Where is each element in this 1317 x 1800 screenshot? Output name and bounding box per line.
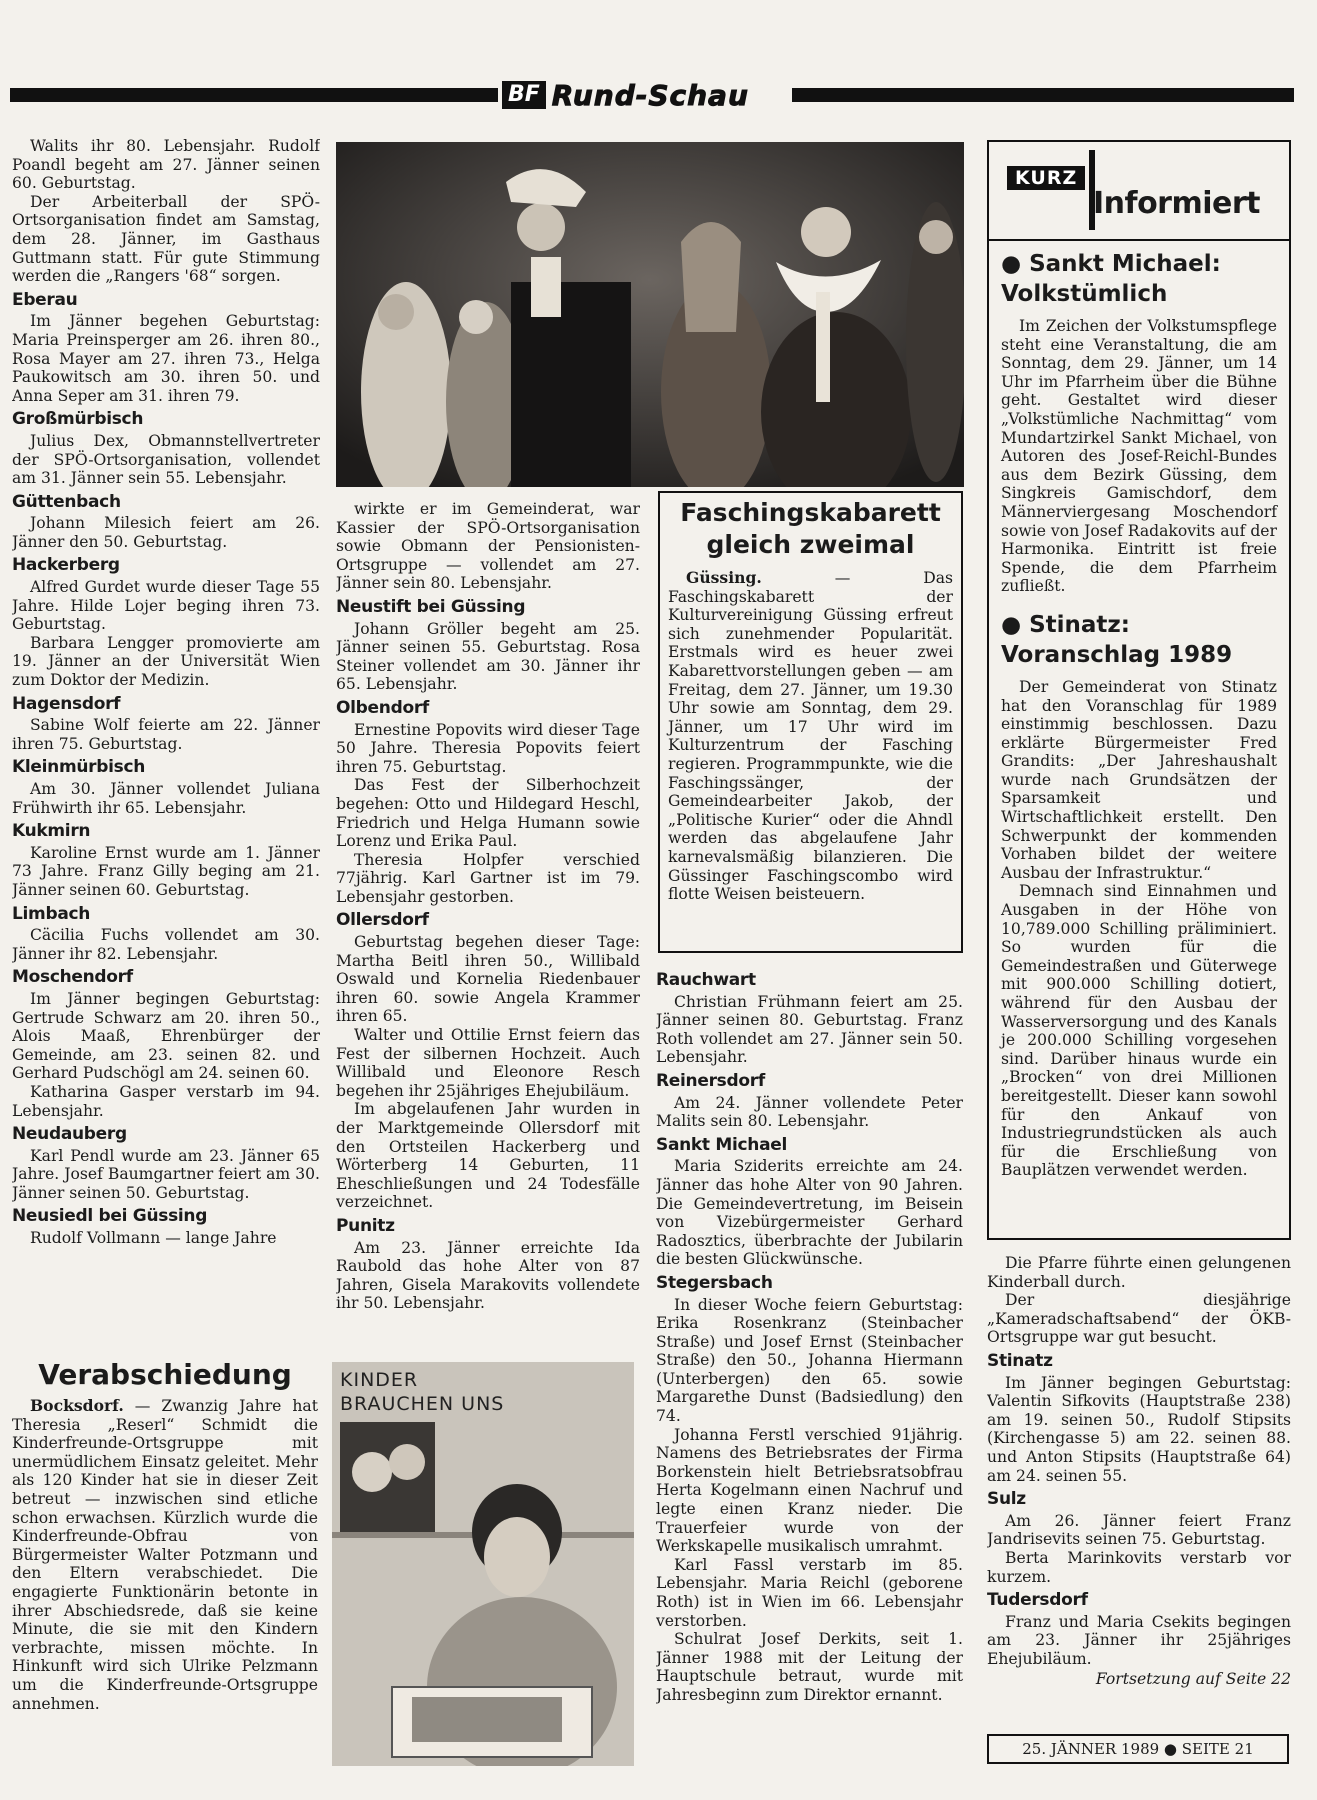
kinderfreunde-sign: KINDER BRAUCHEN UNS: [340, 1369, 505, 1415]
col1-heading: Neusiedl bei Güssing: [12, 1206, 208, 1227]
col3-heading: Rauchwart: [656, 970, 756, 990]
col3-paragraph: Johanna Ferstl verschied 91jährig. Namens des Betriebsrates der Firma Borkenstein hielt Betriebsratsobfrau Herta Kogelmann einen Nachruf und legte einen Kranz nieder. Die Trauerfeier wurde von der Werkskapelle musikalisch umrahmt.: [656, 1425, 963, 1556]
masthead: [502, 80, 749, 110]
kurz-item-heading: [1001, 610, 1277, 670]
kurz-tag: KURZ: [1007, 166, 1085, 190]
col4-paragraph: Im Jänner begingen Geburtstag: Valentin Sifkovits (Hauptstraße 238) am 19. seinen 50., Rudolf Stipsits (Kirchengasse 5) am 22. seinen 88. und Anton Stipsits (Hauptstraße 64) am 24. seinen 55.: [987, 1373, 1291, 1485]
col1-paragraph: Karl Pendl wurde am 23. Jänner 65 Jahre. Josef Baumgartner feiert am 30. Jänner seinen 50. Geburtstag.: [12, 1146, 320, 1202]
page-footer: [987, 1734, 1289, 1764]
fasching-box: [658, 491, 963, 953]
fasching-place: Güssing.: [686, 568, 762, 587]
col4-heading: Tudersdorf: [987, 1590, 1088, 1611]
col2-paragraph: Geburtstag begehen dieser Tage: Martha Beitl ihren 50., Willibald Oswald und Kornelia Riedenbauer ihren 60. sowie Angela Krammer ihren 65.: [336, 933, 640, 1026]
col4-heading: Sulz: [987, 1489, 1026, 1510]
kurz-title: Informiert: [1093, 186, 1261, 221]
fasching-title: Faschingskabarett gleich zweimal: [680, 498, 941, 559]
col1-paragraph: Im Jänner begingen Geburtstag: Gertrude Schwarz am 20. ihren 50., Alois Maaß, Ehrenbürger der Gemeinde, am 23. seinen 82. und Gerhard Pudschögl am 24. seinen 60.: [12, 989, 320, 1083]
kurz-header: [989, 142, 1289, 241]
col2-paragraph: Am 23. Jänner erreichte Ida Raubold das hohe Alter von 87 Jahren, Gisela Marakovits vollendete ihr 50. Lebensjahr.: [336, 1238, 640, 1313]
col2-heading: Neustift bei Güssing: [336, 596, 526, 617]
col1-heading: Moschendorf: [12, 967, 133, 988]
col3-paragraph: Christian Frühmann feiert am 25. Jänner seinen 80. Geburtstag. Franz Roth vollendet am 27. Jänner sein 50. Lebensjahr.: [656, 992, 963, 1067]
bullet-icon: ●: [1001, 251, 1030, 277]
fasching-text: — Das Faschingskabarett der Kulturvereinigung Güssing erfreut sich zunehmender Popularität. Erstmals wird es heuer zwei Kabarettvorstellungen geben — am Freitag, dem 27. Jänner, um 19.30 Uhr sowie am Sonntag, dem 29. Jänner, um 17 Uhr wird im Kulturzentrum der Fasching regieren. Programmpunkte, wie die Faschingssänger, der Gemeindearbeiter Jakob, der „Politische Kurier“ oder die Ahndl werden das abgelaufene Jahr karnevalsmäßig bilanzieren. Die Güssinger Faschingscombo wird flotte Weisen beisteuern.: [668, 569, 953, 904]
carnival-photo: [336, 142, 964, 487]
col3-heading: Stegersbach: [656, 1272, 773, 1293]
col4-paragraph: Der diesjährige „Kameradschaftsabend“ der ÖKB-Ortsgruppe war gut besucht.: [987, 1291, 1291, 1347]
col2-paragraph: Das Fest der Silberhochzeit begehen: Otto und Hildegard Heschl, Friedrich und Helga Humann sowie Lorenz und Erika Paul.: [336, 776, 640, 851]
col1-paragraph: Barbara Lengger promovierte am 19. Jänner an der Universität Wien zum Doktor der Medizin.: [12, 633, 320, 690]
verabschiedung-text: — Zwanzig Jahre hat Theresia „Reserl“ Schmidt die Kinderfreunde-Ortsgruppe mit unermüdlichem Einsatz geleitet. Mehr als 120 Kinder hat sie in dieser Zeit betreut — inzwischen sind etliche schon erwachsen. Kürzlich wurde die Kinderfreunde-Obfrau von Bürgermeister Walter Potzmann und den Eltern verabschiedet. Die engagierte Funktionärin betonte in ihrer Abschiedsrede, daß sie keine Minute, die sie mit den Kindern verbrachte, missen möchte. In Hinkunft wird sich Ulrike Pelzmann um die Kinderfreunde-Ortsgruppe annehmen.: [12, 1397, 318, 1713]
col1-paragraph: Johann Milesich feiert am 26. Jänner den 50. Geburtstag.: [12, 514, 320, 551]
col2-paragraph: wirkte er im Gemeinderat, war Kassier der SPÖ-Ortsorganisation sowie Obmann der Pensionisten-Ortsgruppe — vollendet am 27. Jänner sein 80. Lebensjahr.: [336, 500, 640, 593]
masthead-rule-right: [792, 88, 1294, 102]
col4-paragraph: Franz und Maria Csekits begingen am 23. Jänner ihr 25jähriges Ehejubiläum.: [987, 1612, 1291, 1668]
col3-paragraph: Am 24. Jänner vollendete Peter Malits sein 80. Lebensjahr.: [656, 1093, 963, 1131]
col1-paragraph: Der Arbeiterball der SPÖ-Ortsorganisation findet am Samstag, dem 28. Jänner, im Gasthaus Guttmann statt. Für gute Stimmung werden die „Rangers '68“ sorgen.: [12, 192, 320, 286]
kurz-item-title: Stinatz: Voranschlag 1989: [1001, 611, 1233, 668]
col1-heading: Güttenbach: [12, 491, 121, 512]
kinderfreunde-photo-image: [332, 1362, 634, 1766]
kurz-informiert-box: [987, 140, 1291, 1240]
col1-paragraph: Im Jänner begehen Geburtstag: Maria Preinsperger am 26. ihren 80., Rosa Mayer am 27. ihren 73., Helga Paukowitsch am 30. ihren 50. und Anna Seper am 31. ihren 79.: [12, 312, 320, 405]
col1-heading: Hackerberg: [12, 555, 120, 576]
kurz-item-paragraph: Demnach sind Einnahmen und Ausgaben in der Höhe von 10,789.000 Schilling präliminiert. So wurden für die Gemeindestraßen und Güterwege mit 900.000 Schilling dotiert, während für den Ausbau der Wasserversorgung und des Kanals je 200.000 Schilling vorgesehen sind. Darüber hinaus wurde ein „Brocken“ von drei Millionen bereitgestellt. Dieser kann sowohl für den Ankauf von Industriegrundstücken als auch für die Erschließung von Bauplätzen verwendet werden.: [1001, 882, 1277, 1180]
kurz-items: [1001, 249, 1277, 1180]
col1-paragraph: Katharina Gasper verstarb im 94. Lebensjahr.: [12, 1082, 320, 1120]
col1-paragraph: Julius Dex, Obmannstellvertreter der SPÖ-Ortsorganisation, vollendet am 31. Jänner sein 55. Lebensjahr.: [12, 431, 320, 488]
kurz-item-title: Sankt Michael: Volkstümlich: [1001, 251, 1221, 307]
col1-heading: Neudauberg: [12, 1124, 127, 1145]
col1-paragraph: Am 30. Jänner vollendet Juliana Frühwirth ihr 65. Lebensjahr.: [12, 780, 320, 817]
col2-heading: Punitz: [336, 1215, 395, 1236]
col1-heading: Kukmirn: [12, 821, 91, 842]
col1-heading: Eberau: [12, 289, 78, 310]
footer-date-page: 25. JÄNNER 1989 ● SEITE 21: [1022, 1740, 1254, 1758]
col4-paragraph: Berta Marinkovits verstarb vor kurzem.: [987, 1548, 1291, 1586]
col4-heading: Stinatz: [987, 1350, 1053, 1371]
col2-paragraph: Im abgelaufenen Jahr wurden in der Marktgemeinde Ollersdorf mit den Ortsteilen Hackerberg und Wörterberg 14 Geburten, 11 Eheschließungen und 24 Todesfälle verzeichnet.: [336, 1100, 640, 1212]
col1-heading: Großmürbisch: [12, 409, 144, 430]
col2-paragraph: Theresia Holpfer verschied 77jährig. Karl Gartner ist im 79. Lebensjahr gestorben.: [336, 850, 640, 906]
verabschiedung-article: [12, 1357, 318, 1767]
col1-heading: Kleinmürbisch: [12, 757, 146, 778]
col1-heading: Limbach: [12, 903, 91, 924]
col1-paragraph: Sabine Wolf feierte am 22. Jänner ihren 75. Geburtstag.: [12, 716, 320, 753]
masthead-rule-left: [10, 88, 498, 102]
col1-paragraph: Alfred Gurdet wurde dieser Tage 55 Jahre. Hilde Lojer beging ihren 73. Geburtstag.: [12, 578, 320, 634]
col1-paragraph: Cäcilia Fuchs vollendet am 30. Jänner ihr 82. Lebensjahr.: [12, 926, 320, 963]
verabschiedung-place: Bocksdorf.: [30, 1396, 124, 1415]
col2-paragraph: Walter und Ottilie Ernst feiern das Fest der silbernen Hochzeit. Auch Willibald und Eleonore Resch begehen ihr 25jähriges Ehejubiläum.: [336, 1026, 640, 1100]
col3-paragraph: Karl Fassl verstarb im 85. Lebensjahr. Maria Reichl (geborene Roth) ist in Wien im 66. Lebensjahr verstorben.: [656, 1555, 963, 1630]
continuation-note: Fortsetzung auf Seite 22: [1095, 1670, 1291, 1689]
col4-paragraph: Am 26. Jänner feiert Franz Jandrisevits seinen 75. Geburtstag.: [987, 1511, 1291, 1549]
col3-paragraph: Schulrat Josef Derkits, seit 1. Jänner 1988 mit der Leitung der Hauptschule betraut, wurde mit Jahresbeginn zum Direktor ernannt.: [656, 1630, 963, 1704]
col2-heading: Olbendorf: [336, 697, 430, 718]
masthead-title: Rund-Schau: [551, 78, 749, 112]
col2-heading: Ollersdorf: [336, 910, 429, 931]
col2-paragraph: Ernestine Popovits wird dieser Tage 50 Jahre. Theresia Popovits feiert ihren 75. Geburtstag.: [336, 720, 640, 776]
kurz-item-paragraph: Im Zeichen der Volkstumspflege steht eine Veranstaltung, die am Sonntag, dem 29. Jänner, um 14 Uhr im Pfarrheim über die Bühne geht. Gestaltet wird dieser „Volkstümliche Nachmittag“ vom Mundartzirkel Sankt Michael, von Autoren des Josef-Reichl-Bundes aus dem Bezirk Güssing, dem Singkreis Gamischdorf, dem Männerviergesang Moschendorf sowie von Josef Radakovits auf der Harmonika. Eintritt ist freie Spende, die dem Pfarrheim zufließt.: [1001, 317, 1277, 596]
col1-paragraph: Karoline Ernst wurde am 1. Jänner 73 Jahre. Franz Gilly beging am 21. Jänner seinen 60. Geburtstag.: [12, 843, 320, 899]
bullet-icon: ●: [1001, 611, 1030, 638]
kurz-item-paragraph: Der Gemeinderat von Stinatz hat den Voranschlag für 1989 einstimmig beschlossen. Dazu erklärte Bürgermeister Fred Grandits: „Der Jahreshaushalt wurde nach Grundsätzen der Sparsamkeit und Wirtschaftlichkeit erstellt. Den Schwerpunkt der kommenden Vorhaben bildet der weitere Ausbau der Infrastruktur.“: [1001, 677, 1277, 882]
column-2: [336, 500, 640, 1345]
column-1: [12, 137, 320, 1340]
col3-heading: Sankt Michael: [656, 1134, 788, 1155]
column-3: [656, 966, 963, 1756]
col1-heading: Hagensdorf: [12, 693, 121, 714]
verabschiedung-title: Verabschiedung: [38, 1358, 292, 1391]
col3-paragraph: In dieser Woche feiern Geburtstag: Erika Rosenkranz (Steinbacher Straße) und Josef Ernst (Steinbacher Straße) den 50., Johanna Hiermann (Unterbergen) den 65. sowie Margarethe Dunst (Badsiedlung) den 74.: [656, 1295, 963, 1426]
col1-paragraph: Rudolf Vollmann — lange Jahre: [30, 1229, 277, 1248]
carnival-photo-image: [336, 142, 964, 487]
masthead-logo: BF: [502, 81, 546, 109]
col3-heading: Reinersdorf: [656, 1070, 765, 1091]
col1-paragraph: Walits ihr 80. Lebensjahr. Rudolf Poandl begeht am 27. Jänner seinen 60. Geburtstag.: [12, 137, 320, 193]
col2-paragraph: Johann Gröller begeht am 25. Jänner seinen 55. Geburtstag. Rosa Steiner vollendet am 30. Jänner ihr 65. Lebensjahr.: [336, 619, 640, 694]
col4-paragraph: Die Pfarre führte einen gelungenen Kinderball durch.: [987, 1254, 1291, 1291]
col3-paragraph: Maria Sziderits erreichte am 24. Jänner das hohe Alter von 90 Jahren. Die Gemeindevertretung, im Beisein von Vizebürgermeister Gerhard Radosztics, überbrachte der Jubilarin die besten Glückwünsche.: [656, 1157, 963, 1269]
column-4: [987, 1254, 1291, 1724]
kurz-item-heading: [1001, 249, 1277, 309]
kinderfreunde-photo: [332, 1362, 634, 1766]
